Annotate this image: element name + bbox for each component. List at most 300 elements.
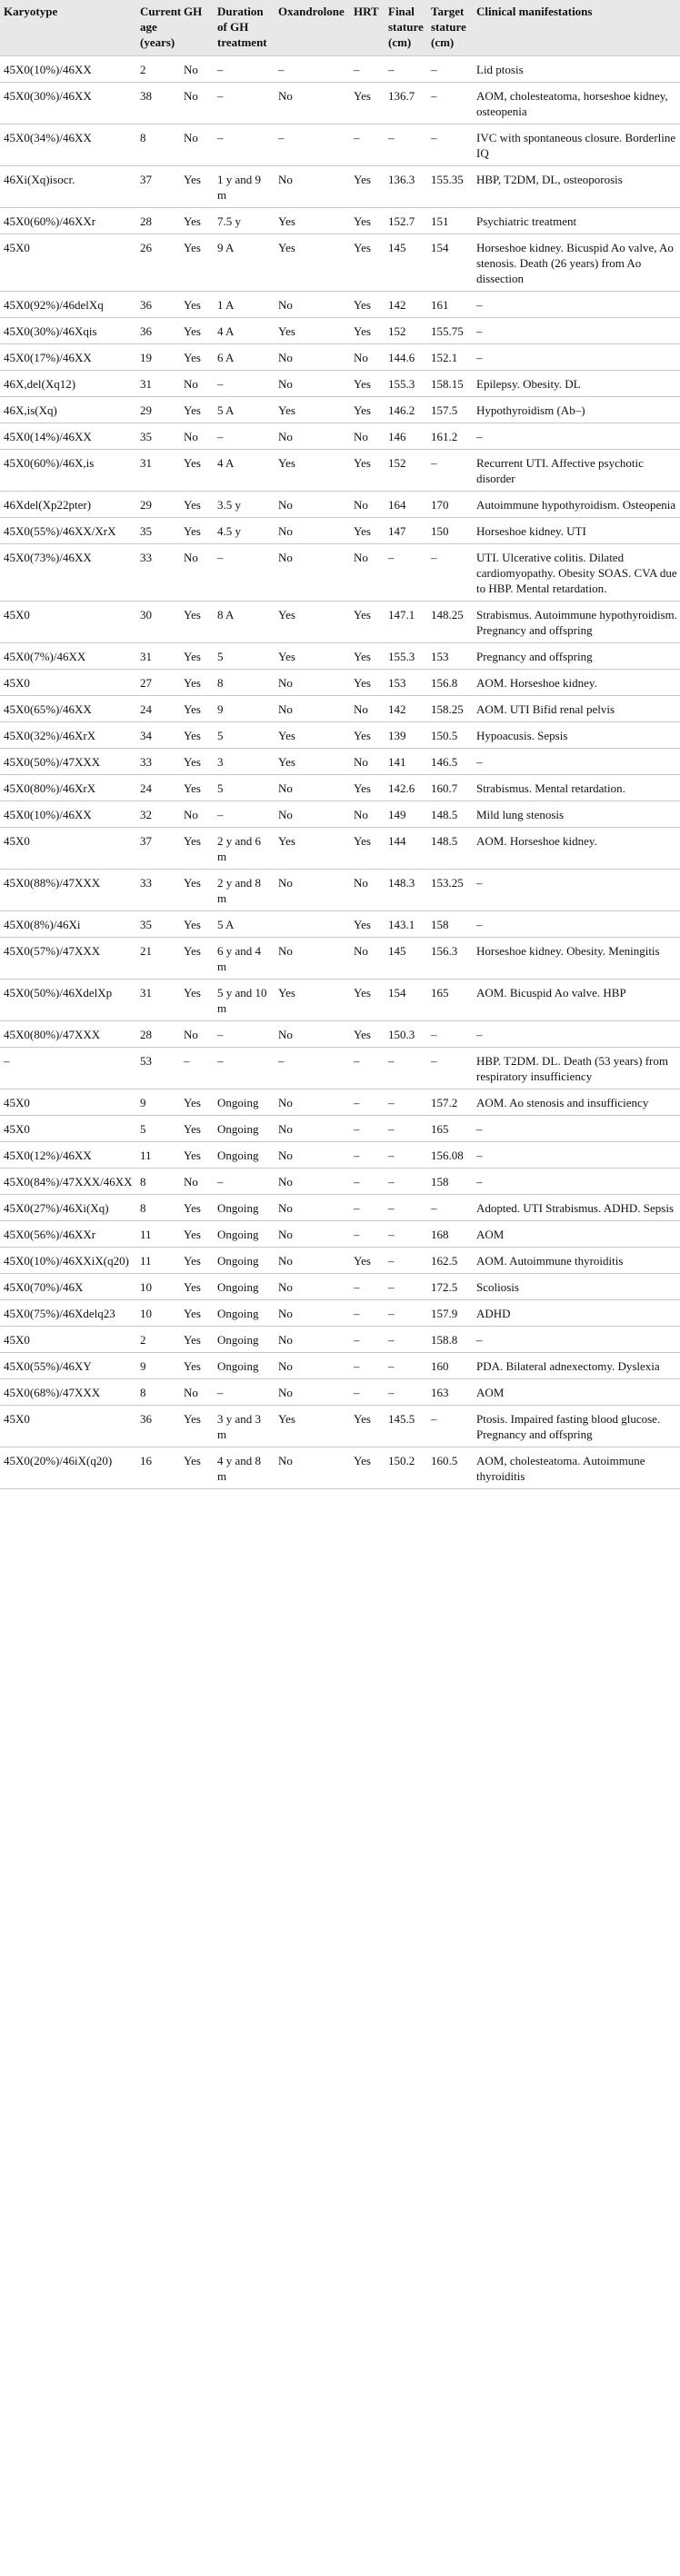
cell-hrt: Yes xyxy=(350,450,385,492)
cell-gh: Yes xyxy=(180,722,214,749)
cell-current-age: 27 xyxy=(136,670,180,696)
cell-final-stature: 136.3 xyxy=(385,166,427,208)
cell-hrt: No xyxy=(350,801,385,828)
cell-gh: Yes xyxy=(180,166,214,208)
cell-target-stature: 148.5 xyxy=(427,828,473,870)
cell-karyotype: 45X0(80%)/46XrX xyxy=(0,775,136,801)
cell-oxandrolone: No xyxy=(275,1447,350,1489)
cell-clinical-manifestations: – xyxy=(473,911,680,938)
cell-gh: No xyxy=(180,544,214,602)
cell-gh: No xyxy=(180,1379,214,1406)
cell-gh: No xyxy=(180,124,214,166)
cell-hrt: No xyxy=(350,870,385,911)
cell-current-age: 28 xyxy=(136,208,180,234)
cell-oxandrolone: Yes xyxy=(275,980,350,1021)
cell-gh: Yes xyxy=(180,1142,214,1169)
cell-target-stature: 158.25 xyxy=(427,696,473,722)
cell-karyotype: 45X0(60%)/46X,is xyxy=(0,450,136,492)
table-row xyxy=(0,828,680,870)
table-row xyxy=(0,544,680,602)
cell-gh: Yes xyxy=(180,670,214,696)
cell-karyotype: 45X0(10%)/46XX xyxy=(0,56,136,83)
cell-clinical-manifestations: – xyxy=(473,1327,680,1353)
cell-gh: Yes xyxy=(180,1195,214,1221)
cell-oxandrolone: Yes xyxy=(275,318,350,344)
cell-oxandrolone: No xyxy=(275,1089,350,1116)
cell-gh: Yes xyxy=(180,870,214,911)
cell-gh: Yes xyxy=(180,828,214,870)
header-duration-gh: Duration of GH treatment xyxy=(214,0,275,56)
cell-current-age: 35 xyxy=(136,911,180,938)
cell-gh: Yes xyxy=(180,344,214,371)
cell-clinical-manifestations: AOM xyxy=(473,1379,680,1406)
cell-karyotype: 45X0(80%)/47XXX xyxy=(0,1021,136,1048)
table-row xyxy=(0,1353,680,1379)
table-row xyxy=(0,371,680,397)
table-row xyxy=(0,1379,680,1406)
cell-target-stature: 153.25 xyxy=(427,870,473,911)
cell-hrt: Yes xyxy=(350,643,385,670)
cell-clinical-manifestations: AOM, cholesteatoma. Autoimmune thyroiditis xyxy=(473,1447,680,1489)
cell-hrt: – xyxy=(350,1379,385,1406)
cell-final-stature: – xyxy=(385,124,427,166)
cell-hrt: No xyxy=(350,344,385,371)
cell-karyotype: 45X0(57%)/47XXX xyxy=(0,938,136,980)
cell-duration-gh: 5 xyxy=(214,722,275,749)
cell-hrt: Yes xyxy=(350,1447,385,1489)
cell-duration-gh: – xyxy=(214,801,275,828)
cell-current-age: 36 xyxy=(136,1406,180,1447)
table-row xyxy=(0,775,680,801)
cell-oxandrolone: No xyxy=(275,1300,350,1327)
table-body xyxy=(0,56,680,1489)
cell-duration-gh: 8 xyxy=(214,670,275,696)
cell-gh: Yes xyxy=(180,234,214,292)
cell-duration-gh: 7.5 y xyxy=(214,208,275,234)
cell-final-stature: 148.3 xyxy=(385,870,427,911)
cell-hrt: Yes xyxy=(350,371,385,397)
cell-karyotype: 46X,is(Xq) xyxy=(0,397,136,423)
table-row xyxy=(0,1089,680,1116)
cell-gh: Yes xyxy=(180,980,214,1021)
cell-duration-gh: 1 y and 9 m xyxy=(214,166,275,208)
cell-karyotype: 45X0(14%)/46XX xyxy=(0,423,136,450)
cell-hrt: – xyxy=(350,1048,385,1089)
cell-clinical-manifestations: Pregnancy and offspring xyxy=(473,643,680,670)
cell-current-age: 8 xyxy=(136,124,180,166)
cell-current-age: 32 xyxy=(136,801,180,828)
cell-hrt: Yes xyxy=(350,911,385,938)
header-clinical-manifestations: Clinical manifestations xyxy=(473,0,680,56)
cell-oxandrolone: No xyxy=(275,1353,350,1379)
cell-gh: Yes xyxy=(180,492,214,518)
table-row xyxy=(0,1447,680,1489)
cell-oxandrolone: No xyxy=(275,544,350,602)
table-row xyxy=(0,602,680,643)
cell-oxandrolone: No xyxy=(275,1116,350,1142)
header-hrt: HRT xyxy=(350,0,385,56)
cell-hrt: Yes xyxy=(350,397,385,423)
cell-final-stature: – xyxy=(385,1169,427,1195)
cell-duration-gh: 4 y and 8 m xyxy=(214,1447,275,1489)
cell-duration-gh: 9 A xyxy=(214,234,275,292)
table-row xyxy=(0,1116,680,1142)
cell-current-age: 19 xyxy=(136,344,180,371)
cell-target-stature: 161 xyxy=(427,292,473,318)
cell-target-stature: 170 xyxy=(427,492,473,518)
table-row xyxy=(0,344,680,371)
table-row xyxy=(0,670,680,696)
table-row xyxy=(0,722,680,749)
cell-current-age: 16 xyxy=(136,1447,180,1489)
cell-clinical-manifestations: Hypoacusis. Sepsis xyxy=(473,722,680,749)
cell-duration-gh: – xyxy=(214,423,275,450)
cell-oxandrolone: – xyxy=(275,56,350,83)
cell-target-stature: 158.8 xyxy=(427,1327,473,1353)
cell-final-stature: – xyxy=(385,1300,427,1327)
cell-current-age: 31 xyxy=(136,980,180,1021)
table-row xyxy=(0,1406,680,1447)
cell-current-age: 21 xyxy=(136,938,180,980)
cell-oxandrolone: Yes xyxy=(275,397,350,423)
cell-current-age: 10 xyxy=(136,1274,180,1300)
cell-clinical-manifestations: – xyxy=(473,749,680,775)
cell-final-stature: 143.1 xyxy=(385,911,427,938)
cell-duration-gh: 3.5 y xyxy=(214,492,275,518)
cell-oxandrolone: No xyxy=(275,423,350,450)
cell-karyotype: 45X0(70%)/46X xyxy=(0,1274,136,1300)
cell-current-age: 33 xyxy=(136,749,180,775)
cell-oxandrolone: No xyxy=(275,292,350,318)
cell-duration-gh: 3 y and 3 m xyxy=(214,1406,275,1447)
cell-karyotype: 45X0 xyxy=(0,1327,136,1353)
cell-current-age: 2 xyxy=(136,56,180,83)
cell-target-stature: 150.5 xyxy=(427,722,473,749)
cell-hrt: Yes xyxy=(350,775,385,801)
cell-hrt: Yes xyxy=(350,292,385,318)
table-row xyxy=(0,1048,680,1089)
cell-current-age: 29 xyxy=(136,492,180,518)
cell-oxandrolone: No xyxy=(275,83,350,124)
table-row xyxy=(0,492,680,518)
cell-gh: Yes xyxy=(180,1274,214,1300)
cell-target-stature: 165 xyxy=(427,980,473,1021)
cell-karyotype: 45X0 xyxy=(0,1406,136,1447)
table-row xyxy=(0,124,680,166)
cell-clinical-manifestations: Horseshoe kidney. Bicuspid Ao valve, Ao stenosis. Death (26 years) from Ao dissection xyxy=(473,234,680,292)
cell-current-age: 8 xyxy=(136,1169,180,1195)
cell-gh: Yes xyxy=(180,1406,214,1447)
cell-gh: Yes xyxy=(180,1221,214,1248)
cell-karyotype: 46Xdel(Xp22pter) xyxy=(0,492,136,518)
cell-current-age: 33 xyxy=(136,544,180,602)
cell-gh: Yes xyxy=(180,696,214,722)
cell-clinical-manifestations: AOM. Bicuspid Ao valve. HBP xyxy=(473,980,680,1021)
cell-clinical-manifestations: Epilepsy. Obesity. DL xyxy=(473,371,680,397)
cell-target-stature: 146.5 xyxy=(427,749,473,775)
cell-target-stature: – xyxy=(427,1021,473,1048)
cell-current-age: 36 xyxy=(136,318,180,344)
cell-oxandrolone: – xyxy=(275,1048,350,1089)
cell-hrt: – xyxy=(350,1089,385,1116)
cell-hrt: – xyxy=(350,1169,385,1195)
cell-clinical-manifestations: AOM. Ao stenosis and insufficiency xyxy=(473,1089,680,1116)
cell-gh: Yes xyxy=(180,318,214,344)
cell-gh: No xyxy=(180,423,214,450)
cell-duration-gh: Ongoing xyxy=(214,1327,275,1353)
cell-final-stature: 145.5 xyxy=(385,1406,427,1447)
cell-clinical-manifestations: – xyxy=(473,1021,680,1048)
cell-oxandrolone: Yes xyxy=(275,602,350,643)
cell-hrt: Yes xyxy=(350,1406,385,1447)
cell-karyotype: 45X0(27%)/46Xi(Xq) xyxy=(0,1195,136,1221)
cell-duration-gh: – xyxy=(214,371,275,397)
cell-final-stature: 146.2 xyxy=(385,397,427,423)
cell-current-age: 53 xyxy=(136,1048,180,1089)
cell-oxandrolone: Yes xyxy=(275,643,350,670)
cell-oxandrolone: No xyxy=(275,1195,350,1221)
cell-current-age: 34 xyxy=(136,722,180,749)
cell-current-age: 37 xyxy=(136,828,180,870)
cell-gh: Yes xyxy=(180,292,214,318)
cell-gh: Yes xyxy=(180,602,214,643)
table-row xyxy=(0,1248,680,1274)
cell-clinical-manifestations: UTI. Ulcerative colitis. Dilated cardiomyopathy. Obesity SOAS. CVA due to HBP. Mental retardation. xyxy=(473,544,680,602)
cell-final-stature: 155.3 xyxy=(385,643,427,670)
cell-target-stature: 155.75 xyxy=(427,318,473,344)
cell-duration-gh: – xyxy=(214,1169,275,1195)
cell-current-age: 31 xyxy=(136,371,180,397)
cell-duration-gh: 2 y and 8 m xyxy=(214,870,275,911)
cell-final-stature: – xyxy=(385,1116,427,1142)
cell-gh: Yes xyxy=(180,643,214,670)
cell-duration-gh: – xyxy=(214,1379,275,1406)
cell-hrt: Yes xyxy=(350,1248,385,1274)
cell-karyotype: – xyxy=(0,1048,136,1089)
cell-karyotype: 46X,del(Xq12) xyxy=(0,371,136,397)
cell-hrt: Yes xyxy=(350,83,385,124)
cell-current-age: 8 xyxy=(136,1379,180,1406)
cell-target-stature: – xyxy=(427,1195,473,1221)
cell-final-stature: 139 xyxy=(385,722,427,749)
cell-karyotype: 45X0(10%)/46XX xyxy=(0,801,136,828)
cell-oxandrolone: No xyxy=(275,518,350,544)
cell-target-stature: 156.08 xyxy=(427,1142,473,1169)
header-karyotype: Karyotype xyxy=(0,0,136,56)
cell-current-age: 38 xyxy=(136,83,180,124)
cell-oxandrolone: No xyxy=(275,1169,350,1195)
cell-final-stature: 136.7 xyxy=(385,83,427,124)
cell-hrt: Yes xyxy=(350,234,385,292)
cell-current-age: 35 xyxy=(136,518,180,544)
cell-clinical-manifestations: Lid ptosis xyxy=(473,56,680,83)
table-row xyxy=(0,234,680,292)
cell-gh: Yes xyxy=(180,911,214,938)
cell-duration-gh: Ongoing xyxy=(214,1195,275,1221)
cell-target-stature: 155.35 xyxy=(427,166,473,208)
cell-current-age: 26 xyxy=(136,234,180,292)
cell-hrt: – xyxy=(350,1300,385,1327)
cell-target-stature: 160 xyxy=(427,1353,473,1379)
cell-hrt: – xyxy=(350,1116,385,1142)
cell-duration-gh: – xyxy=(214,1021,275,1048)
cell-oxandrolone: – xyxy=(275,124,350,166)
cell-clinical-manifestations: – xyxy=(473,318,680,344)
cell-current-age: 29 xyxy=(136,397,180,423)
cell-final-stature: 147.1 xyxy=(385,602,427,643)
cell-karyotype: 45X0(8%)/46Xi xyxy=(0,911,136,938)
cell-final-stature: – xyxy=(385,1353,427,1379)
table-row xyxy=(0,83,680,124)
cell-gh: Yes xyxy=(180,1447,214,1489)
cell-target-stature: 148.5 xyxy=(427,801,473,828)
cell-oxandrolone: No xyxy=(275,696,350,722)
cell-karyotype: 45X0(88%)/47XXX xyxy=(0,870,136,911)
cell-hrt: – xyxy=(350,124,385,166)
cell-clinical-manifestations: PDA. Bilateral adnexectomy. Dyslexia xyxy=(473,1353,680,1379)
cell-clinical-manifestations: – xyxy=(473,870,680,911)
cell-target-stature: 150 xyxy=(427,518,473,544)
cell-target-stature: 157.9 xyxy=(427,1300,473,1327)
cell-final-stature: – xyxy=(385,1248,427,1274)
cell-karyotype: 45X0(34%)/46XX xyxy=(0,124,136,166)
cell-karyotype: 45X0(30%)/46XX xyxy=(0,83,136,124)
table-row xyxy=(0,56,680,83)
cell-hrt: Yes xyxy=(350,208,385,234)
cell-oxandrolone: No xyxy=(275,1274,350,1300)
cell-duration-gh: 2 y and 6 m xyxy=(214,828,275,870)
cell-clinical-manifestations: AOM. UTI Bifid renal pelvis xyxy=(473,696,680,722)
cell-clinical-manifestations: Scoliosis xyxy=(473,1274,680,1300)
cell-clinical-manifestations: Strabismus. Mental retardation. xyxy=(473,775,680,801)
cell-final-stature: 144.6 xyxy=(385,344,427,371)
cell-target-stature: 156.8 xyxy=(427,670,473,696)
cell-clinical-manifestations: Horseshoe kidney. Obesity. Meningitis xyxy=(473,938,680,980)
cell-hrt: Yes xyxy=(350,166,385,208)
cell-clinical-manifestations: AOM, cholesteatoma, horseshoe kidney, osteopenia xyxy=(473,83,680,124)
cell-target-stature: 161.2 xyxy=(427,423,473,450)
header-gh: GH xyxy=(180,0,214,56)
cell-oxandrolone: Yes xyxy=(275,234,350,292)
cell-clinical-manifestations: Strabismus. Autoimmune hypothyroidism. Pregnancy and offspring xyxy=(473,602,680,643)
table-row xyxy=(0,1169,680,1195)
cell-target-stature: 160.7 xyxy=(427,775,473,801)
cell-duration-gh: 5 y and 10 m xyxy=(214,980,275,1021)
cell-target-stature: 156.3 xyxy=(427,938,473,980)
cell-final-stature: – xyxy=(385,1089,427,1116)
cell-duration-gh: 4 A xyxy=(214,318,275,344)
table-row xyxy=(0,980,680,1021)
cell-gh: Yes xyxy=(180,775,214,801)
cell-current-age: 30 xyxy=(136,602,180,643)
cell-final-stature: 152.7 xyxy=(385,208,427,234)
cell-duration-gh: Ongoing xyxy=(214,1353,275,1379)
cell-target-stature: 168 xyxy=(427,1221,473,1248)
cell-hrt: No xyxy=(350,544,385,602)
cell-final-stature: 142 xyxy=(385,292,427,318)
cell-karyotype: 45X0(7%)/46XX xyxy=(0,643,136,670)
cell-hrt: – xyxy=(350,1327,385,1353)
cell-final-stature: 145 xyxy=(385,234,427,292)
cell-target-stature: 163 xyxy=(427,1379,473,1406)
cell-final-stature: 147 xyxy=(385,518,427,544)
cell-karyotype: 45X0(56%)/46XXr xyxy=(0,1221,136,1248)
cell-karyotype: 45X0(84%)/47XXX/46XX xyxy=(0,1169,136,1195)
cell-clinical-manifestations: AOM. Horseshoe kidney. xyxy=(473,670,680,696)
cell-target-stature: 165 xyxy=(427,1116,473,1142)
cell-target-stature: – xyxy=(427,124,473,166)
cell-gh: No xyxy=(180,1021,214,1048)
cell-hrt: Yes xyxy=(350,828,385,870)
cell-oxandrolone: No xyxy=(275,166,350,208)
cell-karyotype: 45X0(20%)/46iX(q20) xyxy=(0,1447,136,1489)
cell-clinical-manifestations: Horseshoe kidney. UTI xyxy=(473,518,680,544)
cell-karyotype: 45X0(60%)/46XXr xyxy=(0,208,136,234)
cell-oxandrolone: No xyxy=(275,1142,350,1169)
cell-oxandrolone: No xyxy=(275,670,350,696)
cell-gh: Yes xyxy=(180,749,214,775)
cell-final-stature: 155.3 xyxy=(385,371,427,397)
cell-gh: No xyxy=(180,56,214,83)
cell-target-stature: – xyxy=(427,544,473,602)
cell-final-stature: 164 xyxy=(385,492,427,518)
cell-oxandrolone: No xyxy=(275,371,350,397)
cell-clinical-manifestations: – xyxy=(473,344,680,371)
cell-final-stature: 146 xyxy=(385,423,427,450)
table-row xyxy=(0,938,680,980)
header-current-age: Current age (years) xyxy=(136,0,180,56)
cell-target-stature: 162.5 xyxy=(427,1248,473,1274)
cell-clinical-manifestations: Psychiatric treatment xyxy=(473,208,680,234)
cell-karyotype: 45X0(10%)/46XXiX(q20) xyxy=(0,1248,136,1274)
cell-duration-gh: Ongoing xyxy=(214,1116,275,1142)
cell-oxandrolone: No xyxy=(275,1327,350,1353)
cell-duration-gh: 4.5 y xyxy=(214,518,275,544)
cell-karyotype: 45X0(68%)/47XXX xyxy=(0,1379,136,1406)
cell-duration-gh: – xyxy=(214,83,275,124)
cell-karyotype: 45X0 xyxy=(0,1116,136,1142)
cell-oxandrolone: No xyxy=(275,1021,350,1048)
cell-karyotype: 45X0(92%)/46delXq xyxy=(0,292,136,318)
cell-oxandrolone: No xyxy=(275,1379,350,1406)
cell-clinical-manifestations: – xyxy=(473,1142,680,1169)
cell-current-age: 35 xyxy=(136,423,180,450)
table-row xyxy=(0,292,680,318)
cell-clinical-manifestations: – xyxy=(473,292,680,318)
cell-gh: No xyxy=(180,371,214,397)
cell-gh: Yes xyxy=(180,450,214,492)
cell-clinical-manifestations: AOM. Horseshoe kidney. xyxy=(473,828,680,870)
cell-oxandrolone: No xyxy=(275,344,350,371)
cell-final-stature: 149 xyxy=(385,801,427,828)
cell-final-stature: 154 xyxy=(385,980,427,1021)
cell-gh: Yes xyxy=(180,397,214,423)
cell-final-stature: – xyxy=(385,1379,427,1406)
table-row xyxy=(0,1195,680,1221)
cell-oxandrolone: Yes xyxy=(275,208,350,234)
cell-final-stature: 153 xyxy=(385,670,427,696)
cell-karyotype: 45X0(65%)/46XX xyxy=(0,696,136,722)
cell-karyotype: 45X0(55%)/46XY xyxy=(0,1353,136,1379)
table-row xyxy=(0,208,680,234)
cell-final-stature: – xyxy=(385,1327,427,1353)
cell-final-stature: – xyxy=(385,1195,427,1221)
cell-target-stature: 158 xyxy=(427,1169,473,1195)
table-row xyxy=(0,911,680,938)
cell-duration-gh: 8 A xyxy=(214,602,275,643)
cell-hrt: No xyxy=(350,696,385,722)
cell-target-stature: 151 xyxy=(427,208,473,234)
